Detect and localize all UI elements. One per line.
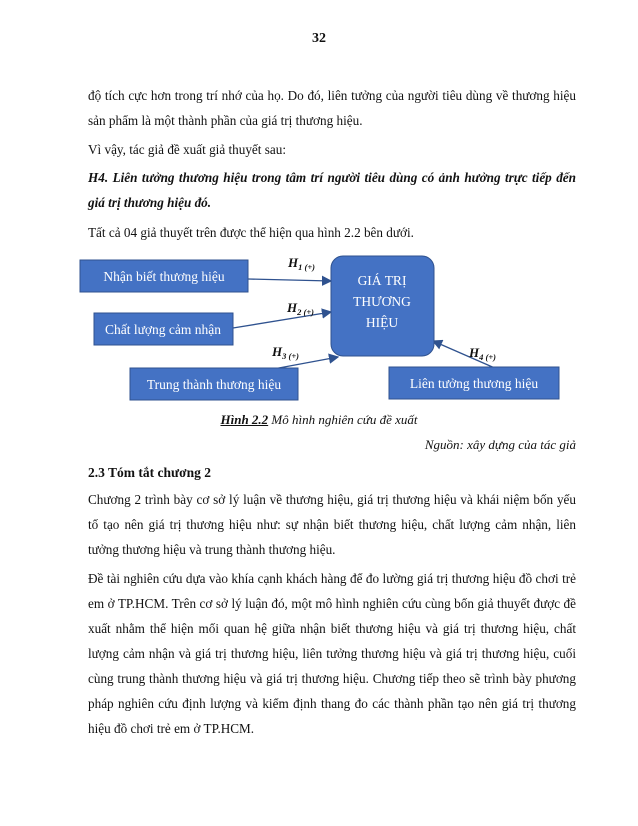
box-perceived-quality: [94, 313, 233, 345]
arrow-h2: [233, 312, 331, 328]
box-brand-equity: [331, 256, 434, 356]
body-paragraph: Tất cả 04 giả thuyết trên được thể hiện qua hình 2.2 bên dưới.: [88, 225, 414, 240]
figure-title: Mô hình nghiên cứu đề xuất: [268, 412, 418, 427]
body-paragraph: Đề tài nghiên cứu dựa vào khía cạnh khách hàng để đo lường giá trị thương hiệu đồ chơi trẻ em ở TP.HCM. Trên cơ sở lý luận đó, một mô hình nghiên cứu cùng bốn giả thuyết được đề xuất nhằm thể hiện mối quan hệ giữa nhận biết thương hiệu và giá trị thương hiệu, chất lượng cảm nhận và giá trị thương hiệu, liên tưởng thương hiệu và giá trị thương hiệu, cuối cùng trung thành thương hiệu và giá trị thương hiệu. Chương tiếp theo sẽ trình bày phương pháp nghiên cứu định lượng và kiểm định thang đo các thành phần tạo nên giá trị thương hiệu đồ chơi trẻ em ở TP.HCM.: [88, 571, 576, 736]
body-paragraph: Chương 2 trình bày cơ sở lý luận về thương hiệu, giá trị thương hiệu và khái niệm bốn yếu tố tạo nên giá trị thương hiệu như: sự nhận biết thương hiệu, chất lượng cảm nhận, liên tưởng thương hiệu và trung thành thương hiệu.: [88, 492, 576, 557]
label-h2: H2 (+): [287, 300, 315, 317]
research-model-diagram: [0, 0, 638, 410]
hypothesis-h4: H4. Liên tưởng thương hiệu trong tâm trí người tiêu dùng có ảnh hưởng trực tiếp đến giá trị thương hiệu đó.: [88, 170, 576, 210]
section-heading: 2.3 Tóm tắt chương 2: [88, 465, 211, 480]
svg-text:Chất lượng cảm nhận: Chất lượng cảm nhận: [104, 322, 222, 337]
svg-text:Trung thành thương hiệu: Trung thành thương hiệu: [146, 377, 282, 392]
body-paragraph: độ tích cực hơn trong trí nhớ của họ. Do đó, liên tưởng của người tiêu dùng về thương hiệu sản phẩm là một thành phần của giá trị thương hiệu.: [88, 88, 576, 128]
box-brand-association: [389, 367, 559, 399]
body-paragraph: Vì vậy, tác giả đề xuất giả thuyết sau:: [88, 142, 286, 157]
box-brand-awareness: [80, 260, 248, 292]
label-h1: H1 (+): [288, 255, 316, 272]
svg-text:Nhận biết thương hiệu: Nhận biết thương hiệu: [103, 269, 225, 284]
svg-text:GIÁ TRỊ: GIÁ TRỊ: [357, 273, 407, 288]
figure-source: Nguồn: xây dựng của tác giả: [424, 437, 576, 452]
page-number: 32: [312, 31, 326, 46]
box-brand-loyalty: [130, 368, 298, 400]
svg-text:THƯƠNG: THƯƠNG: [353, 294, 411, 309]
label-h4: H4 (+): [469, 345, 497, 362]
svg-text:HIỆU: HIỆU: [365, 315, 399, 330]
arrow-h1: [248, 279, 331, 281]
figure-caption: [0, 412, 638, 428]
label-h3: H3 (+): [272, 344, 300, 361]
figure-number: Hình 2.2: [220, 412, 269, 427]
svg-text:Liên tưởng thương hiệu: Liên tưởng thương hiệu: [409, 376, 539, 391]
